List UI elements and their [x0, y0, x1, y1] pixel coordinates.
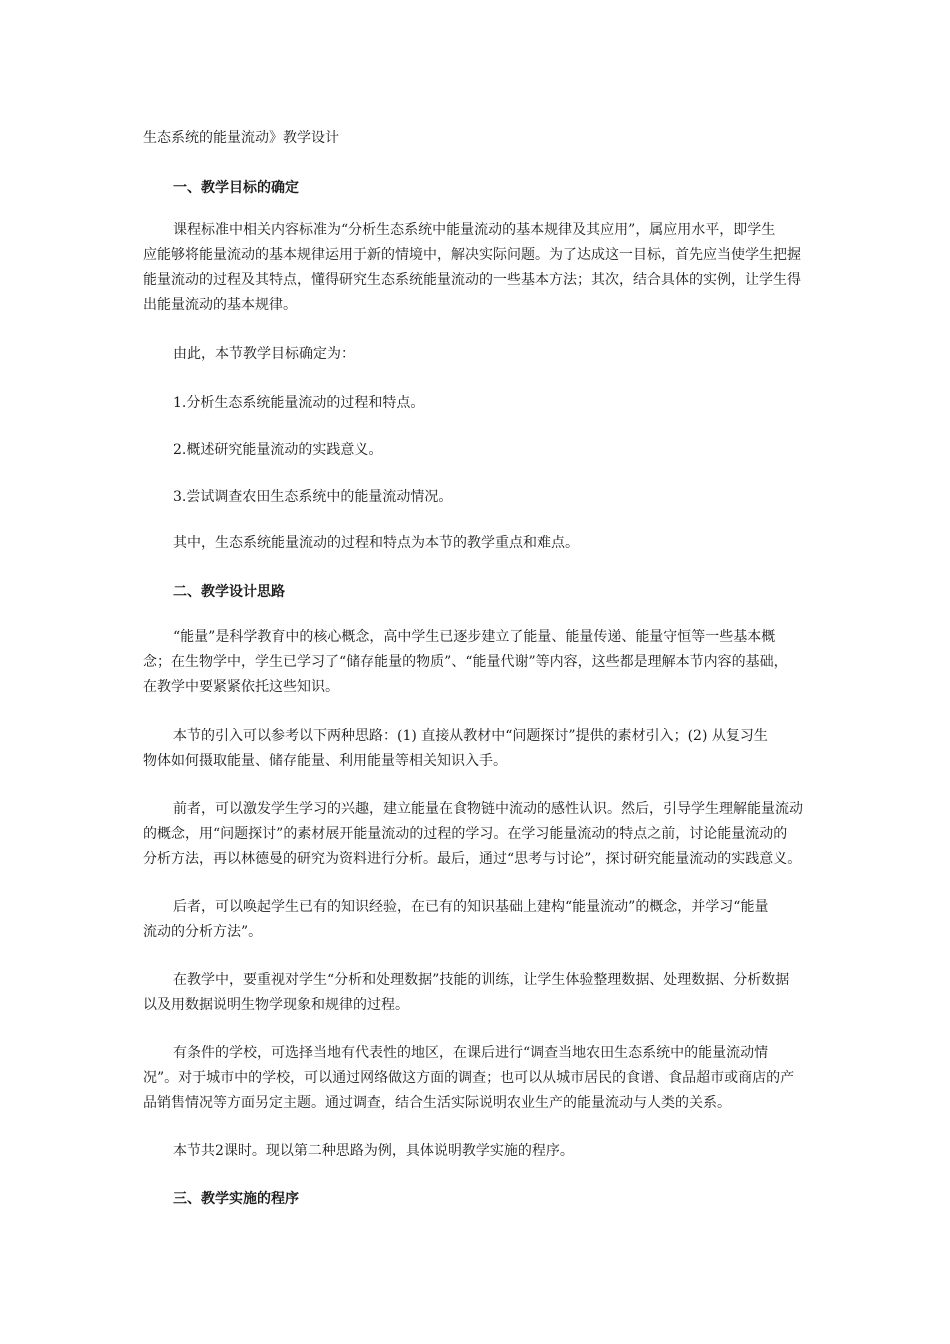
paragraph-line: 出能量流动的基本规律。 — [143, 297, 297, 313]
section-heading-2: 二、教学设计思路 — [173, 584, 285, 600]
paragraph-line: “能量”是科学教育中的核心概念，高中学生已逐步建立了能量、能量传递、能量守恒等一些基本概 — [173, 629, 776, 645]
paragraph-line: 课程标准中相关内容标准为“分析生态系统中能量流动的基本规律及其应用”，属应用水平，即学生 — [173, 222, 776, 238]
list-item: 1.分析生态系统能量流动的过程和特点。 — [173, 395, 425, 411]
paragraph-line: 况”。对于城市中的学校，可以通过网络做这方面的调查；也可以从城市居民的食谱、食品超市或商店的产 — [143, 1070, 795, 1086]
paragraph-line: 在教学中，要重视对学生“分析和处理数据”技能的训练，让学生体验整理数据、处理数据、分析数据 — [173, 972, 790, 988]
paragraph-line: 的概念，用“问题探讨”的素材展开能量流动的过程的学习。在学习能量流动的特点之前，讨论能量流动的 — [143, 826, 788, 842]
paragraph-line: 分析方法，再以林德曼的研究为资料进行分析。最后，通过“思考与讨论”，探讨研究能量流动的实践意义。 — [143, 851, 802, 867]
section-heading-1: 一、教学目标的确定 — [173, 180, 299, 196]
paragraph-line: 以及用数据说明生物学现象和规律的过程。 — [143, 997, 409, 1013]
list-item: 2.概述研究能量流动的实践意义。 — [173, 442, 383, 458]
paragraph-line: 念；在生物学中，学生已学习了“储存能量的物质”、“能量代谢”等内容，这些都是理解本节内容的基础， — [143, 654, 788, 670]
paragraph-line: 前者，可以激发学生学习的兴趣，建立能量在食物链中流动的感性认识。然后，引导学生理解能量流动 — [173, 801, 803, 817]
paragraph-line: 品销售情况等方面另定主题。通过调查，结合生活实际说明农业生产的能量流动与人类的关系。 — [143, 1095, 731, 1111]
paragraph-line: 在教学中要紧紧依托这些知识。 — [143, 679, 339, 695]
paragraph-line: 其中，生态系统能量流动的过程和特点为本节的教学重点和难点。 — [173, 535, 579, 551]
paragraph-line: 应能够将能量流动的基本规律运用于新的情境中，解决实际问题。为了达成这一目标，首先应当使学生把握 — [143, 247, 801, 263]
paragraph-line: 物体如何摄取能量、储存能量、利用能量等相关知识入手。 — [143, 753, 507, 769]
paragraph-line: 后者，可以唤起学生已有的知识经验，在已有的知识基础上建构“能量流动”的概念，并学习“能量 — [173, 899, 769, 915]
document-title: 生态系统的能量流动》教学设计 — [143, 130, 339, 146]
paragraph-line: 由此，本节教学目标确定为： — [173, 346, 355, 362]
paragraph-line: 能量流动的过程及其特点，懂得研究生态系统能量流动的一些基本方法；其次，结合具体的实例，让学生得 — [143, 272, 801, 288]
section-heading-3: 三、教学实施的程序 — [173, 1191, 299, 1207]
paragraph-line: 有条件的学校，可选择当地有代表性的地区，在课后进行“调查当地农田生态系统中的能量流动情 — [173, 1045, 769, 1061]
paragraph-line: 流动的分析方法”。 — [143, 924, 263, 940]
list-item: 3.尝试调查农田生态系统中的能量流动情况。 — [173, 489, 453, 505]
paragraph-line: 本节的引入可以参考以下两种思路：(1) 直接从教材中“问题探讨”提供的素材引入；(2) 从复习生 — [173, 728, 768, 744]
paragraph-line: 本节共2课时。现以第二种思路为例，具体说明教学实施的程序。 — [173, 1143, 574, 1159]
